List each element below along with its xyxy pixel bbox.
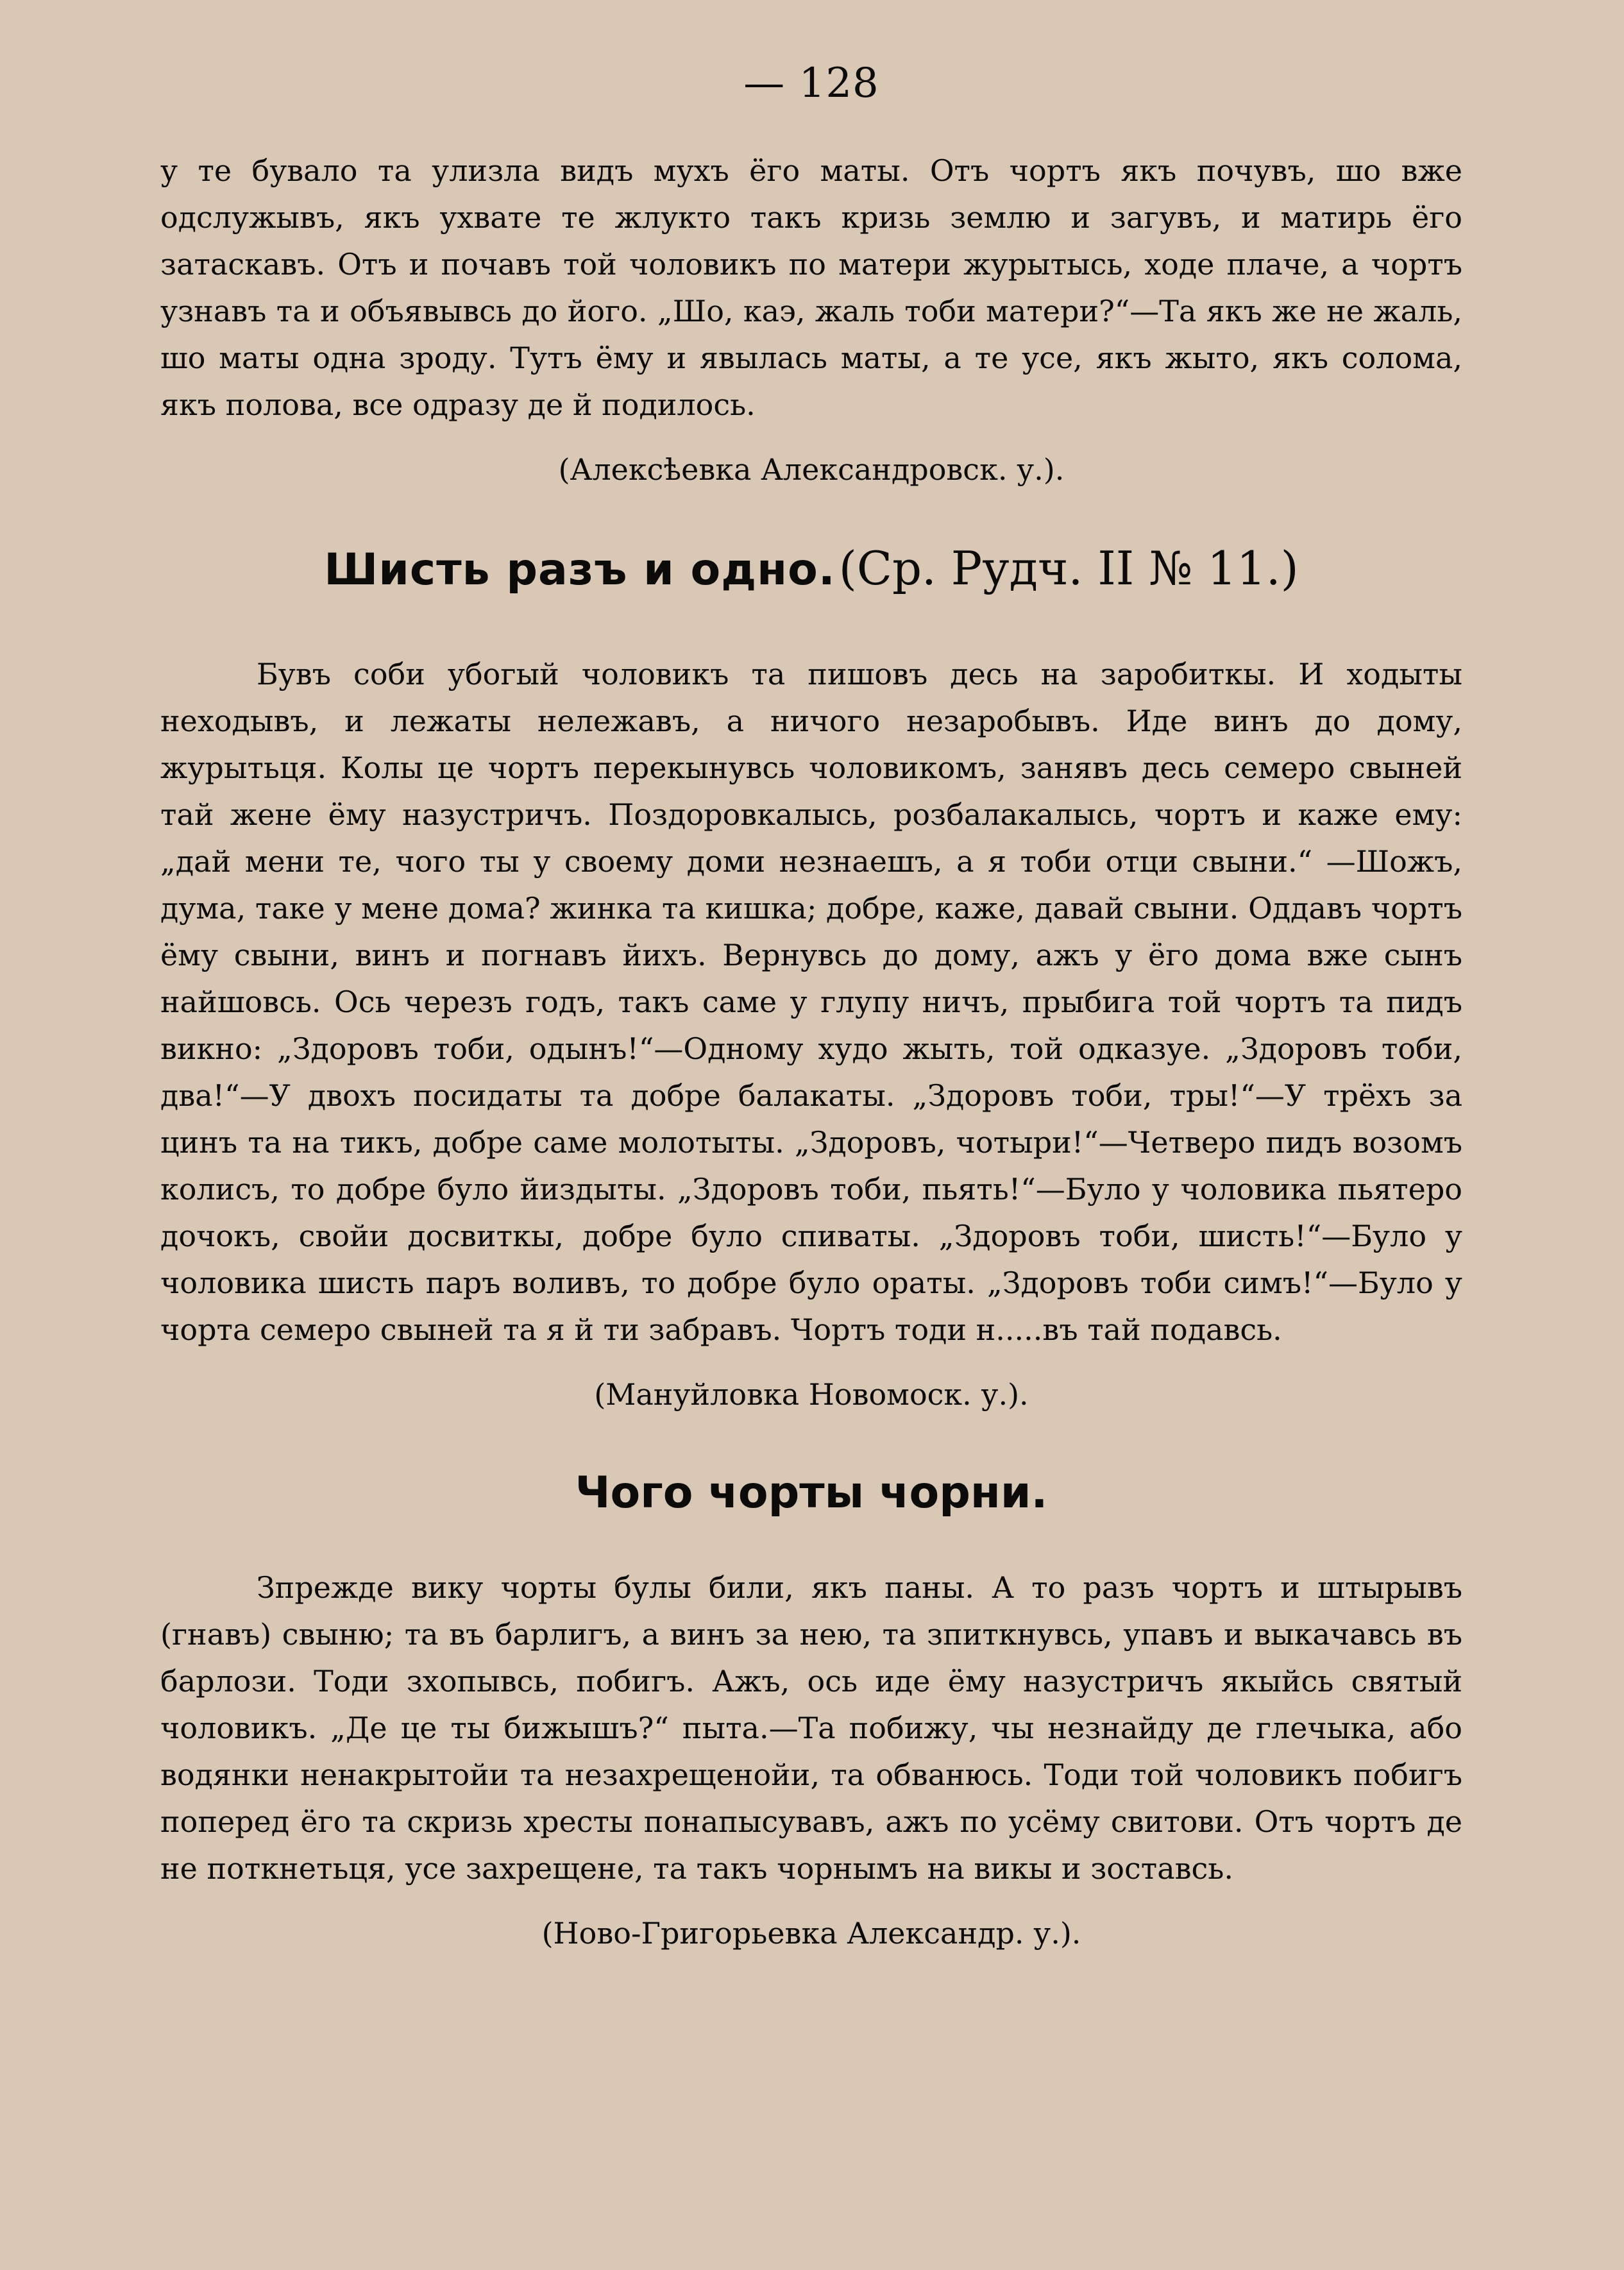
page-number: — 128 bbox=[743, 60, 879, 107]
story1-paragraph: Бувъ соби убогый чоловикъ та пишовъ десь на заробиткы. И ходыты неходывъ, и лежаты нележавъ, а ничого незаробывъ. Иде винъ до дому, журытьця. Колы це чортъ перекынувсь чоловикомъ, занявъ десь семеро свыней тай жене ёму назустричъ. Поздоровкалысь, розбалакалысь, чортъ и каже ему: „дай мени те, чого ты у своему доми незнаешъ, а я тоби отци свыни.“ —Шожъ, дума, таке у мене дома? жинка та кишка; добре, каже, давай свыни. Оддавъ чортъ ёму свыни, винъ и погнавъ йихъ. Вернувсь до дому, ажъ у ёго дома вже сынъ найшовсь. Ось черезъ годъ, такъ саме у глупу ничъ, прыбига той чортъ та пидъ викно: „Здоровъ тоби, одынъ!“—Одному худо жыть, той одказуе. „Здоровъ тоби, два!“—У двохъ посидаты та добре балакаты. „Здоровъ тоби, тры!“—У трёхъ за цинъ та на тикъ, добре саме молотыты. „Здоровъ, чотыри!“—Четверо пидъ возомъ колисъ, то добре було йиздыты. „Здоровъ тоби, пьять!“—Було у чоловика пьятеро дочокъ, свойи досвиткы, добре було спиваты. „Здоровъ тоби, шисть!“—Було у чоловика шисть паръ воливъ, то добре було ораты. „Здоровъ тоби симъ!“—Було у чорта семеро свыней та я й ти забравъ. Чортъ тоди н.....въ тай подавсь. bbox=[160, 657, 1462, 1347]
story2-source: (Ново-Григорьевка Александр. у.). bbox=[541, 1916, 1081, 1951]
intro-paragraph: у те бувало та улизла видъ мухъ ёго маты. Отъ чортъ якъ почувъ, шо вже одслужывъ, якъ ухвате те жлукто такъ кризь землю и загувъ, и матирь ёго затаскавъ. Отъ и почавъ той чоловикъ по матери журытысь, ходе плаче, а чортъ узнавъ та и объявывсь до його. „Шо, каэ, жаль тоби матери?“—Та якъ же не жаль, шо маты одна зроду. Тутъ ёму и явылась маты, а те усе, якъ жыто, якъ солома, якъ полова, все одразу де й подилось. bbox=[160, 153, 1462, 422]
story1-title-reference: (Ср. Рудч. II № 11.) bbox=[838, 541, 1299, 595]
story2-title: Чого чорты чорни. bbox=[575, 1468, 1048, 1518]
story2-paragraph: Зпрежде вику чорты булы били, якъ паны. А то разъ чортъ и штырывъ (гнавъ) свыню; та въ барлигъ, а винъ за нею, та зпиткнувсь, упавъ и выкачавсь въ барлози. Тоди зхопывсь, побигъ. Ажъ, ось иде ёму назустричъ якыйсь святый чоловикъ. „Де це ты бижышъ?“ пыта.—Та побижу, чы незнайду де глечыка, або водянки ненакрытойи та незахрещенойи, та обванюсь. Тоди той чоловикъ побигъ поперед ёго та скризь хресты понапысувавъ, ажъ по усёму свитови. Отъ чортъ де не поткнетьця, усе захрещене, та такъ чорнымъ на викы и зоставсь. bbox=[160, 1570, 1462, 1886]
intro-source: (Алексѣевка Александровск. у.). bbox=[558, 452, 1065, 487]
story1-title: Шисть разъ и одно. bbox=[324, 545, 836, 595]
page bbox=[160, 58, 1462, 1957]
story1-heading bbox=[160, 539, 1462, 610]
story1-source: (Мануйловка Новомоск. у.). bbox=[594, 1377, 1029, 1412]
